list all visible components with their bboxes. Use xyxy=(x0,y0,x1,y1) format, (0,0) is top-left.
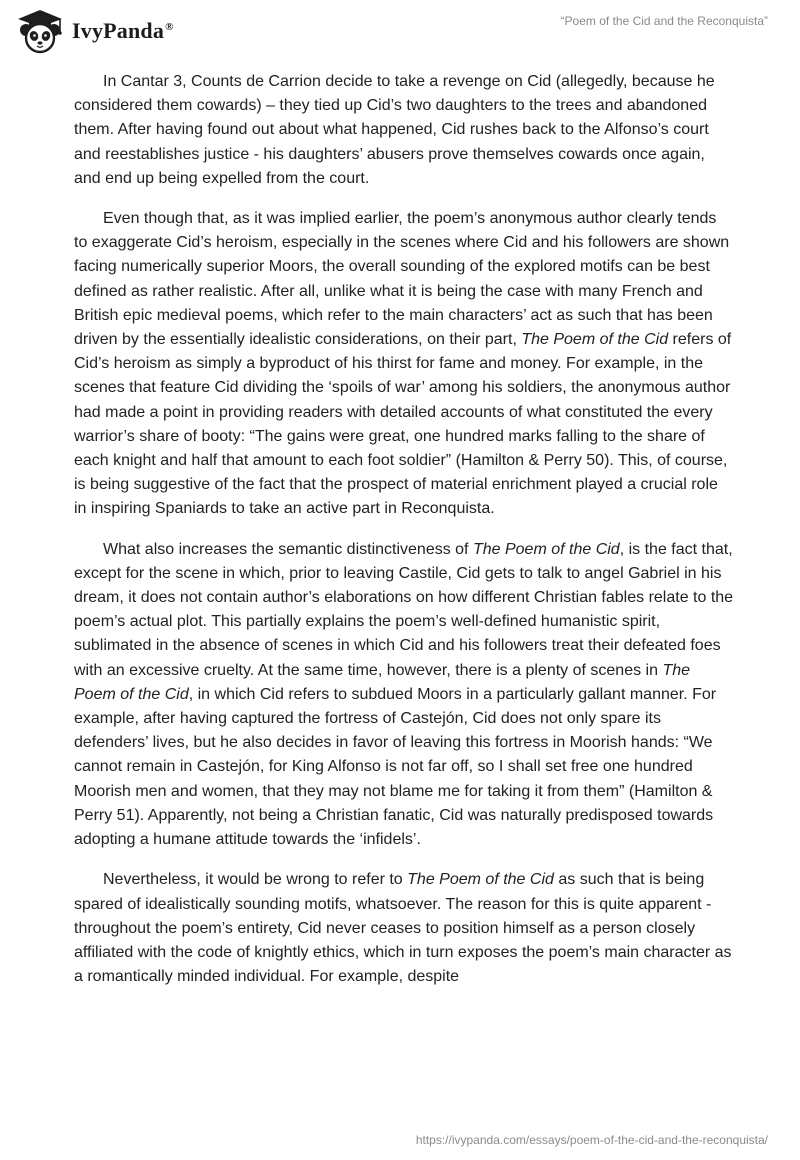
essay-body xyxy=(74,70,734,1005)
text-run: In Cantar 3, Counts de Carrion decide to take a revenge on Cid (allegedly, because he considered them cowards) – they tied up Cid’s two daughters to the trees and abandoned them. After having found out about what happened, Cid rushes back to the Alfonso’s court and reestablishes justice - his daughters’ abusers prove themselves cowards once again, and end up being expelled from the court. xyxy=(74,73,715,187)
panda-graduate-icon xyxy=(14,8,66,54)
essay-paragraph xyxy=(74,538,734,853)
text-run: refers of Cid’s heroism as simply a byproduct of his thirst for fame and money. For example, in the scenes that feature Cid dividing the ‘spoils of war’ among his soldiers, the anonymous author had made a point in providing readers with detailed accounts of what constituted the every warrior’s share of booty: “The gains were great, one hundred marks falling to the share of each knight and half that amount to each foot soldier” (Hamilton & Perry 50). This, of course, is being suggestive of the fact that the prospect of material enrichment played a crucial role in inspiring Spaniards to take an active part in Reconquista. xyxy=(74,331,732,518)
text-run: Even though that, as it was implied earlier, the poem’s anonymous author clearly tends to exaggerate Cid’s heroism, especially in the scenes where Cid and his followers are shown facing numerically superior Moors, the overall sounding of the explored motifs can be best defined as rather realistic. After all, unlike what it is being the case with many French and British epic medieval poems, which refer to the main characters’ act as such that has been driven by the essentially idealistic considerations, on their part, xyxy=(74,210,730,349)
text-run: , is the fact that, except for the scene in which, prior to leaving Castile, Cid gets to talk to angel Gabriel in his dream, it does not contain author’s elaborations on how different Christian fables relate to the poem’s actual plot. This partially explains the poem’s well-defined humanistic spirit, sublimated in the absence of scenes in which Cid and his followers treat their defeated foes with an excessive cruelty. At the same time, however, there is a plenty of scenes in xyxy=(74,540,734,679)
document-title: “Poem of the Cid and the Reconquista” xyxy=(560,14,768,28)
page-header xyxy=(0,0,800,60)
ivypanda-logo[interactable] xyxy=(14,8,174,54)
book-title: The Poem of the Cid xyxy=(407,871,554,889)
text-run: , in which Cid refers to subdued Moors in a particularly gallant manner. For example, after having captured the fortress of Castejón, Cid does not only spare its defenders’ lives, but he also decides in favor of leaving this fortress in Moorish hands: “We cannot remain in Castejón, for King Alfonso is not far off, so I shall set free one hundred Moorish men and women, that they may not blame me for taking it from them” (Hamilton & Perry 51). Apparently, not being a Christian fanatic, Cid was naturally predisposed towards adopting a humane attitude towards the ‘infidels’. xyxy=(74,685,717,849)
text-run: What also increases the semantic distinctiveness of xyxy=(103,540,473,558)
brand-name: IvyPanda® xyxy=(72,18,174,43)
book-title: The Poem of the Cid xyxy=(472,540,620,558)
essay-paragraph xyxy=(74,207,734,522)
book-title: The Poem of the Cid xyxy=(521,331,669,349)
essay-paragraph xyxy=(74,868,734,989)
essay-paragraph xyxy=(74,70,734,191)
book-title: The Poem of the Cid xyxy=(74,661,691,703)
text-run: Nevertheless, it would be wrong to refer to xyxy=(103,871,408,889)
source-url[interactable]: https://ivypanda.com/essays/poem-of-the-cid-and-the-reconquista/ xyxy=(415,1133,768,1147)
text-run: as such that is being spared of idealistically sounding motifs, whatsoever. The reason for this is quite apparent - throughout the poem’s entirety, Cid never ceases to position himself as a person closely affiliated with the code of knightly ethics, which in turn exposes the poem’s main character as a romantically minded individual. For example, despite xyxy=(74,871,732,986)
